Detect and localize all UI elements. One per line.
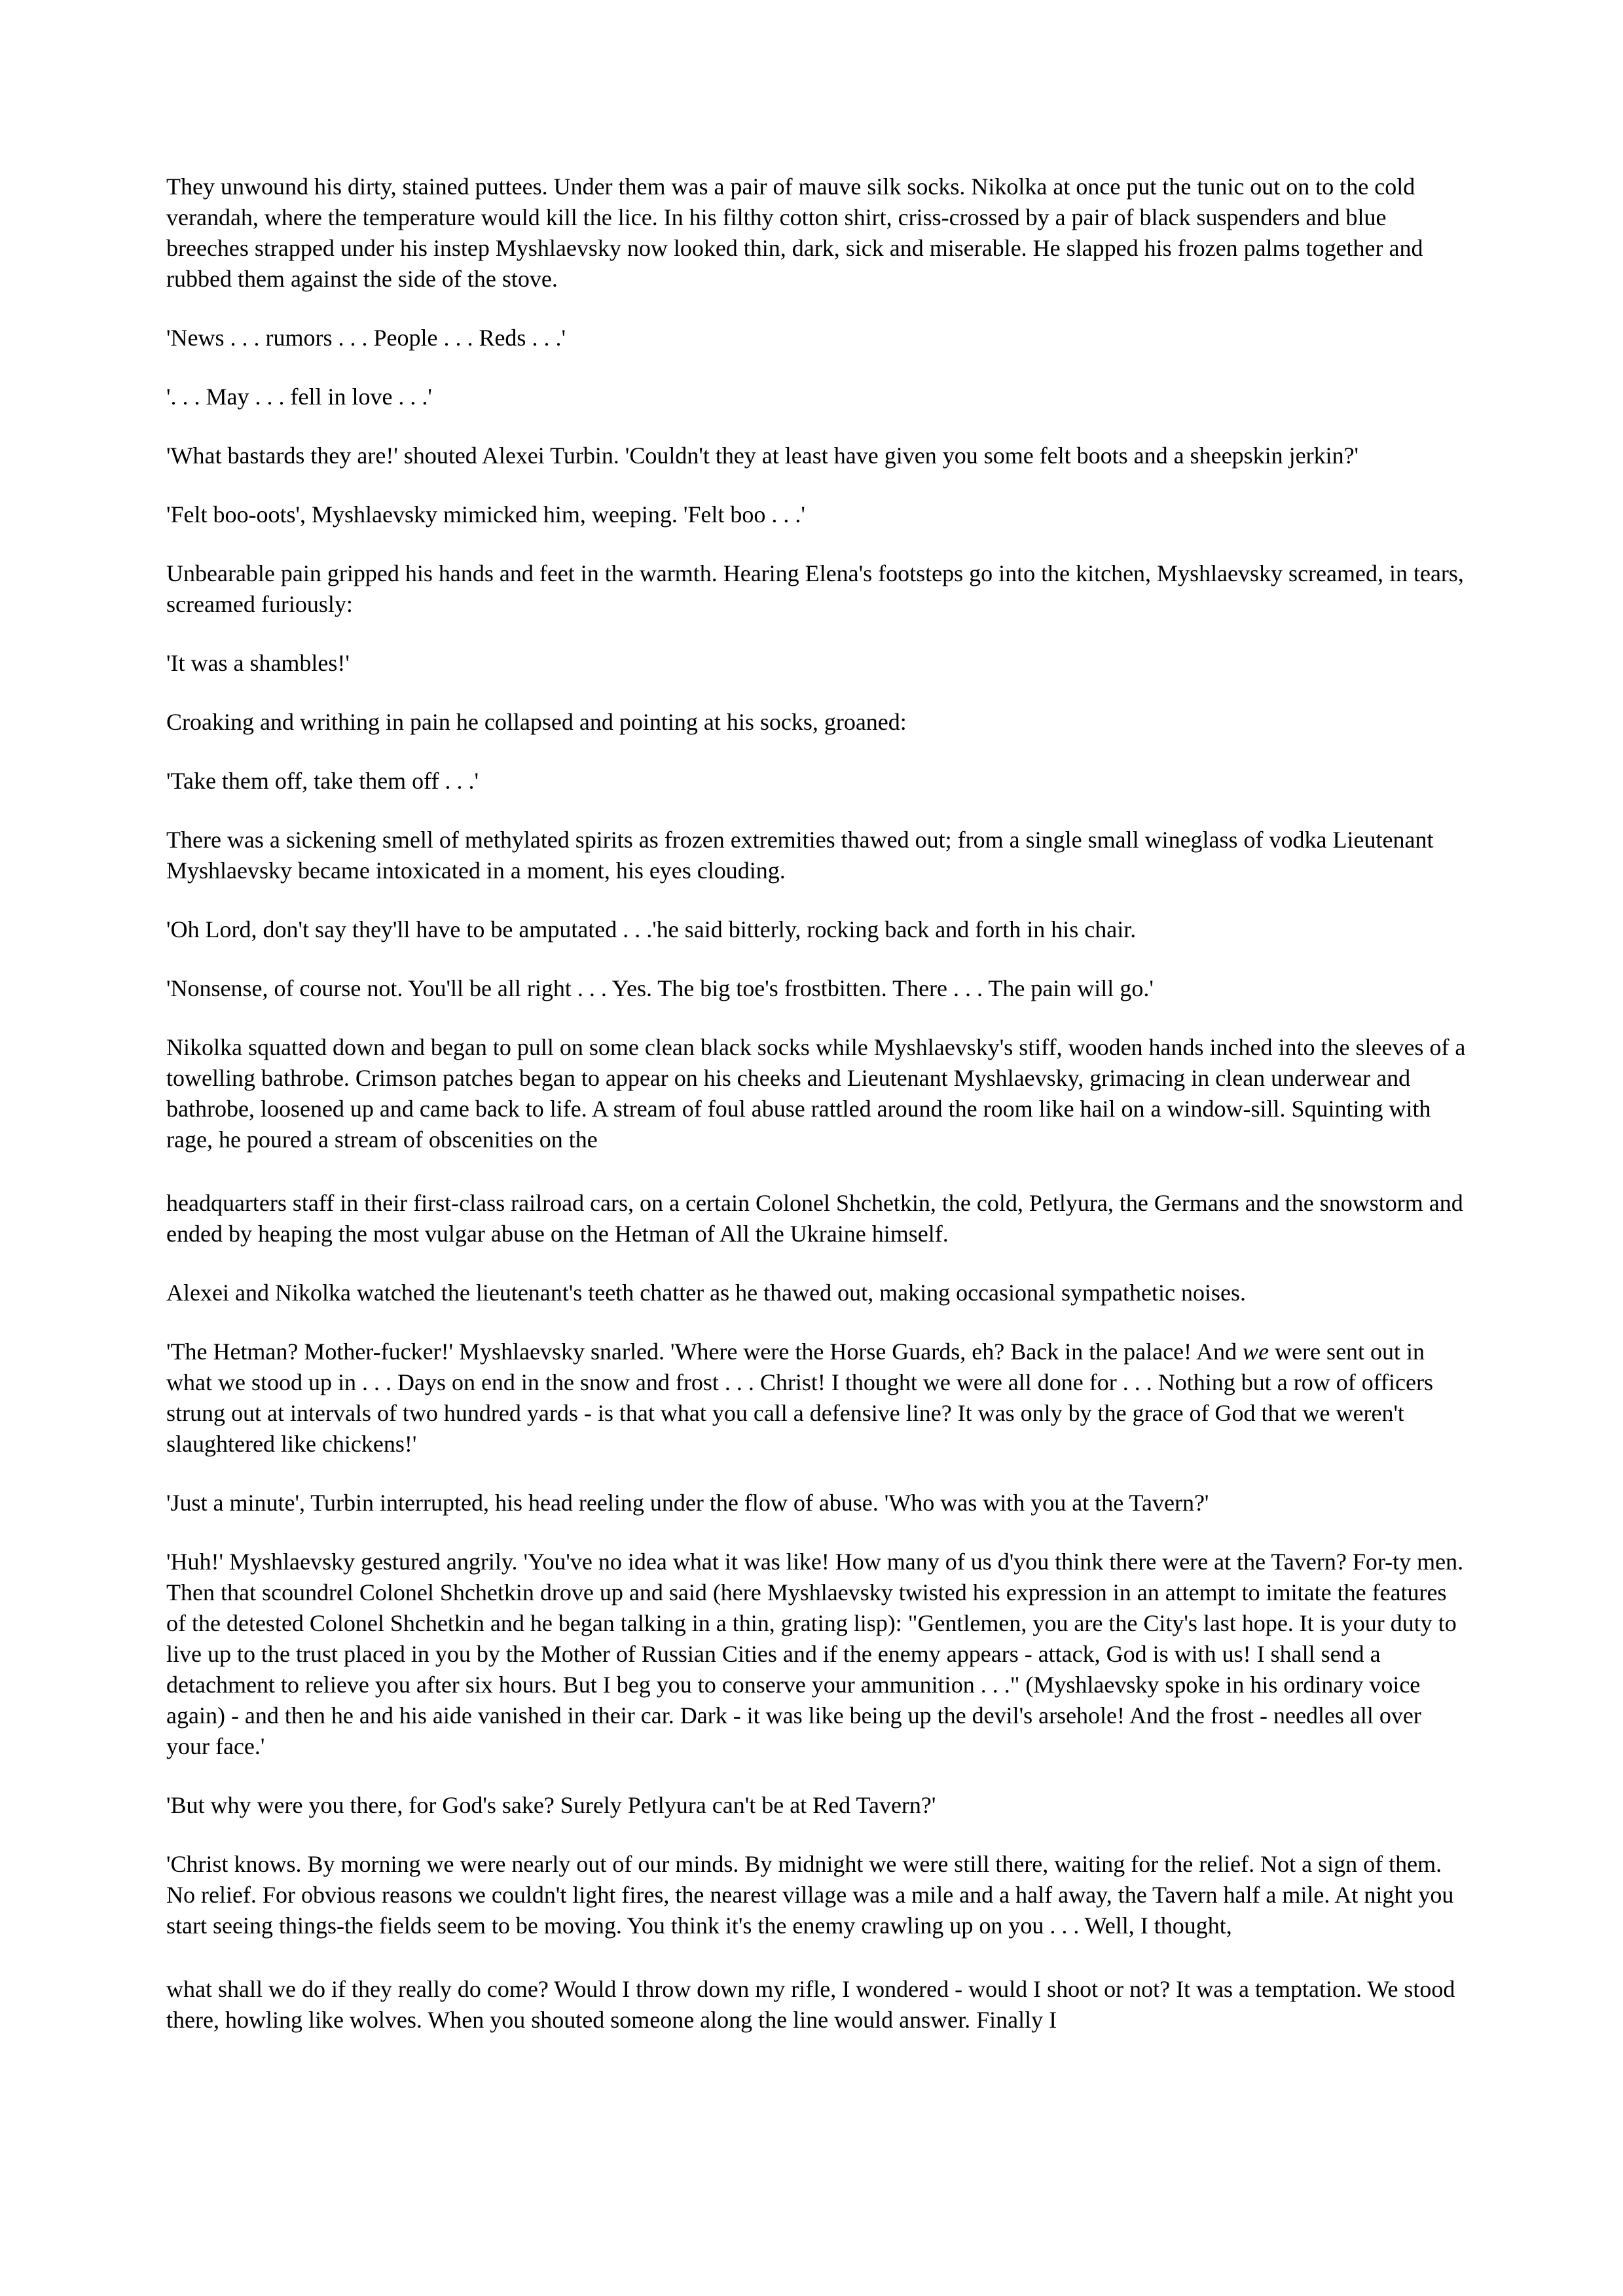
hetman-text-before: 'The Hetman? Mother-fucker!' Myshlaevsky snarled. 'Where were the Horse Guards, eh? Back in the palace! And bbox=[166, 1338, 1243, 1365]
paragraph-puttees: They unwound his dirty, stained puttees. Under them was a pair of mauve silk socks. Nikolka at once put the tunic out on to the cold verandah, where the temperature would kill the lice. In his filthy cotton shirt, criss-crossed by a pair of black suspenders and blue breeches strapped under his instep Myshlaevsky now looked thin, dark, sick and miserable. He slapped his frozen palms together and rubbed them against the side of the stove. bbox=[166, 173, 1423, 292]
paragraph-headquarters-staff: headquarters staff in their first-class railroad cars, on a certain Colonel Shchetkin, the cold, Petlyura, the Germans and the snowstorm and ended by heaping the most vulgar abuse on the Hetman of All the Ukraine himself. bbox=[166, 1190, 1463, 1247]
paragraph-teeth-chatter: Alexei and Nikolka watched the lieutenant's teeth chatter as he thawed out, making occasional sympathetic noises. bbox=[166, 1280, 1246, 1306]
paragraph-hetman bbox=[166, 1336, 1469, 1460]
document-page bbox=[166, 171, 1469, 2064]
paragraph-news-rumors: 'News . . . rumors . . . People . . . Reds . . .' bbox=[166, 325, 566, 351]
paragraph-just-a-minute: 'Just a minute', Turbin interrupted, his head reeling under the flow of abuse. 'Who was with you at the Tavern?' bbox=[166, 1490, 1209, 1516]
paragraph-black-socks: Nikolka squatted down and began to pull on some clean black socks while Myshlaevsky's stiff, wooden hands inched into the sleeves of a towelling bathrobe. Crimson patches began to appear on his cheeks and Lieutenant Myshlaevsky, grimacing in clean underwear and bathrobe, loosened up and came back to life. A stream of foul abuse rattled around the room like hail on a window-sill. Squinting with rage, he poured a stream of obscenities on the bbox=[166, 1034, 1466, 1153]
paragraph-christ-knows: 'Christ knows. By morning we were nearly out of our minds. By midnight we were still there, waiting for the relief. Not a sign of them. No relief. For obvious reasons we couldn't light fires, the nearest village was a mile and a half away, the Tavern half a mile. At night you start seeing things-the fields seem to be moving. You think it's the enemy crawling up on you . . . Well, I thought, bbox=[166, 1851, 1454, 1939]
paragraph-croaking: Croaking and writhing in pain he collapsed and pointing at his socks, groaned: bbox=[166, 709, 907, 735]
paragraph-felt-boots: 'Felt boo-oots', Myshlaevsky mimicked him, weeping. 'Felt boo . . .' bbox=[166, 501, 805, 528]
paragraph-what-bastards: 'What bastards they are!' shouted Alexei Turbin. 'Couldn't they at least have given you some felt boots and a sheepskin jerkin?' bbox=[166, 442, 1359, 469]
paragraph-fell-in-love: '. . . May . . . fell in love . . .' bbox=[166, 384, 432, 410]
hetman-text-after: were sent out in what we stood up in . . . Days on end in the snow and frost . . . Christ! I thought we were all done for . . . Nothing but a row of officers strung out at intervals of two hundred yards - is that what you call a defensive line? It was only by the grace of God that we weren't slaughtered like chickens!' bbox=[166, 1338, 1433, 1457]
paragraph-why-there: 'But why were you there, for God's sake? Surely Petlyura can't be at Red Tavern?' bbox=[166, 1792, 936, 1818]
paragraph-what-shall-we-do: what shall we do if they really do come? Would I throw down my rifle, I wondered - would I shoot or not? It was a temptation. We stood there, howling like wolves. When you shouted someone along the line would answer. Finally I bbox=[166, 1976, 1455, 2033]
paragraph-unbearable-pain: Unbearable pain gripped his hands and feet in the warmth. Hearing Elena's footsteps go into the kitchen, Myshlaevsky screamed, in tears, screamed furiously: bbox=[166, 560, 1464, 617]
paragraph-methylated-spirits: There was a sickening smell of methylated spirits as frozen extremities thawed out; from a single small wineglass of vodka Lieutenant Myshlaevsky became intoxicated in a moment, his eyes clouding. bbox=[166, 827, 1434, 884]
paragraph-huh: 'Huh!' Myshlaevsky gestured angrily. 'You've no idea what it was like! How many of us d'you think there were at the Tavern? For-ty men. Then that scoundrel Colonel Shchetkin drove up and said (here Myshlaevsky twisted his expression in an attempt to imitate the features of the detested Colonel Shchetkin and he began talking in a thin, grating lisp): "Gentlemen, you are the City's last hope. It is your duty to live up to the trust placed in you by the Mother of Russian Cities and if the enemy appears - attack, God is with us! I shall send a detachment to relieve you after six hours. But I beg you to conserve your ammunition . . ." (Myshlaevsky spoke in his ordinary voice again) - and then he and his aide vanished in their car. Dark - it was like being up the devil's arsehole! And the frost - needles all over your face.' bbox=[166, 1549, 1464, 1759]
paragraph-amputated: 'Oh Lord, don't say they'll have to be amputated . . .'he said bitterly, rocking back and forth in his chair. bbox=[166, 916, 1137, 942]
paragraph-take-them-off: 'Take them off, take them off . . .' bbox=[166, 768, 479, 794]
hetman-emphasis: we bbox=[1243, 1338, 1269, 1365]
paragraph-shambles: 'It was a shambles!' bbox=[166, 650, 350, 676]
paragraph-nonsense: 'Nonsense, of course not. You'll be all right . . . Yes. The big toe's frostbitten. There . . . The pain will go.' bbox=[166, 975, 1154, 1001]
